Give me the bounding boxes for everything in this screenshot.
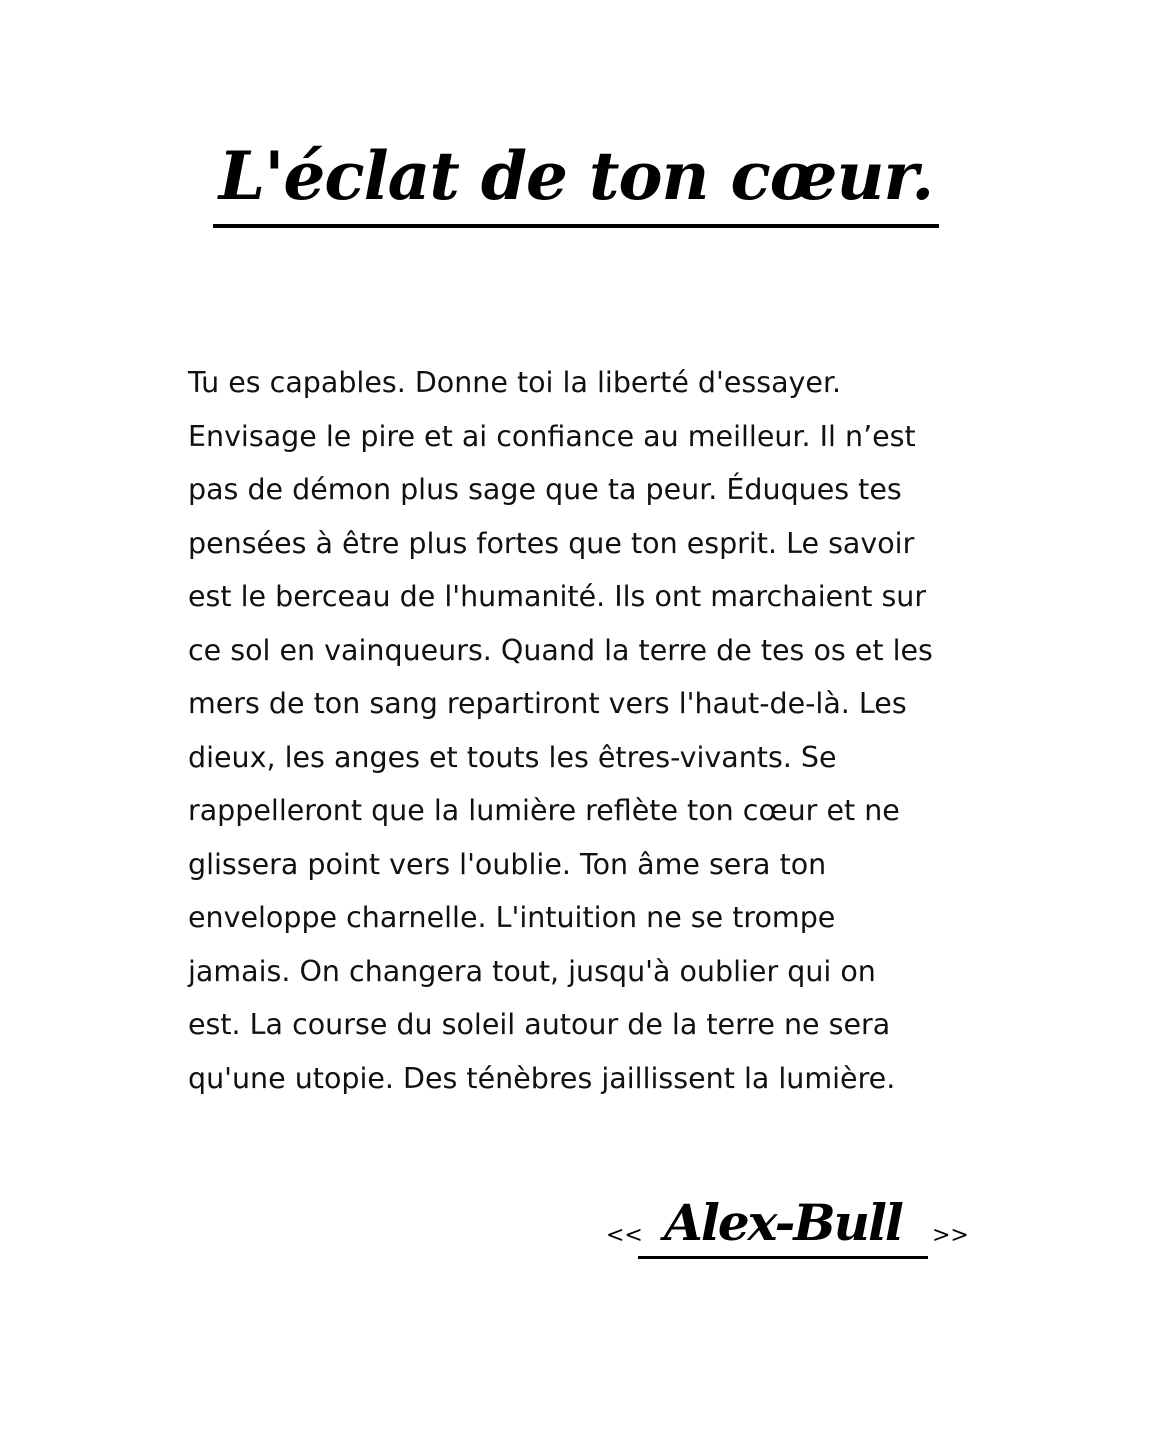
body-line: pas de démon plus sage que ta peur. Éduques tes [188, 473, 902, 506]
signature-close-marks: >> [932, 1223, 969, 1248]
body-line: jamais. On changera tout, jusqu'à oublier qui on [188, 954, 876, 988]
signature-open-marks: << [606, 1223, 643, 1248]
body-line: est le berceau de l'humanité. Ils ont marchaient sur [188, 580, 927, 613]
body-line: enveloppe charnelle. L'intuition ne se trompe [188, 901, 836, 934]
body-line: glissera point vers l'oublie. Ton âme sera ton [188, 847, 827, 881]
page-title: L'éclat de ton cœur. [213, 128, 939, 228]
body-line: ce sol en vainqueurs. Quand la terre de tes os et les [188, 633, 933, 667]
body-line: rappelleront que la lumière reflète ton cœur et ne [188, 794, 900, 827]
body-line: Envisage le pire et ai confiance au meilleur. Il n’est [188, 419, 916, 453]
signature [600, 1190, 1000, 1280]
title-container [0, 128, 1152, 228]
body-line: qu'une utopie. Des ténèbres jaillissent la lumière. [188, 1061, 896, 1095]
body-line: dieux, les anges et touts les êtres-vivants. Se [188, 740, 837, 774]
body-line: est. La course du soleil autour de la terre ne sera [188, 1008, 891, 1041]
signature-underline [638, 1256, 928, 1259]
body-line: Tu es capables. Donne toi la liberté d'essayer. [188, 366, 842, 399]
body-paragraph [188, 356, 988, 1105]
signature-name: Alex-Bull [664, 1193, 902, 1252]
body-line: pensées à être plus fortes que ton esprit. Le savoir [188, 526, 915, 560]
body-line: mers de ton sang repartiront vers l'haut-de-là. Les [188, 687, 907, 720]
